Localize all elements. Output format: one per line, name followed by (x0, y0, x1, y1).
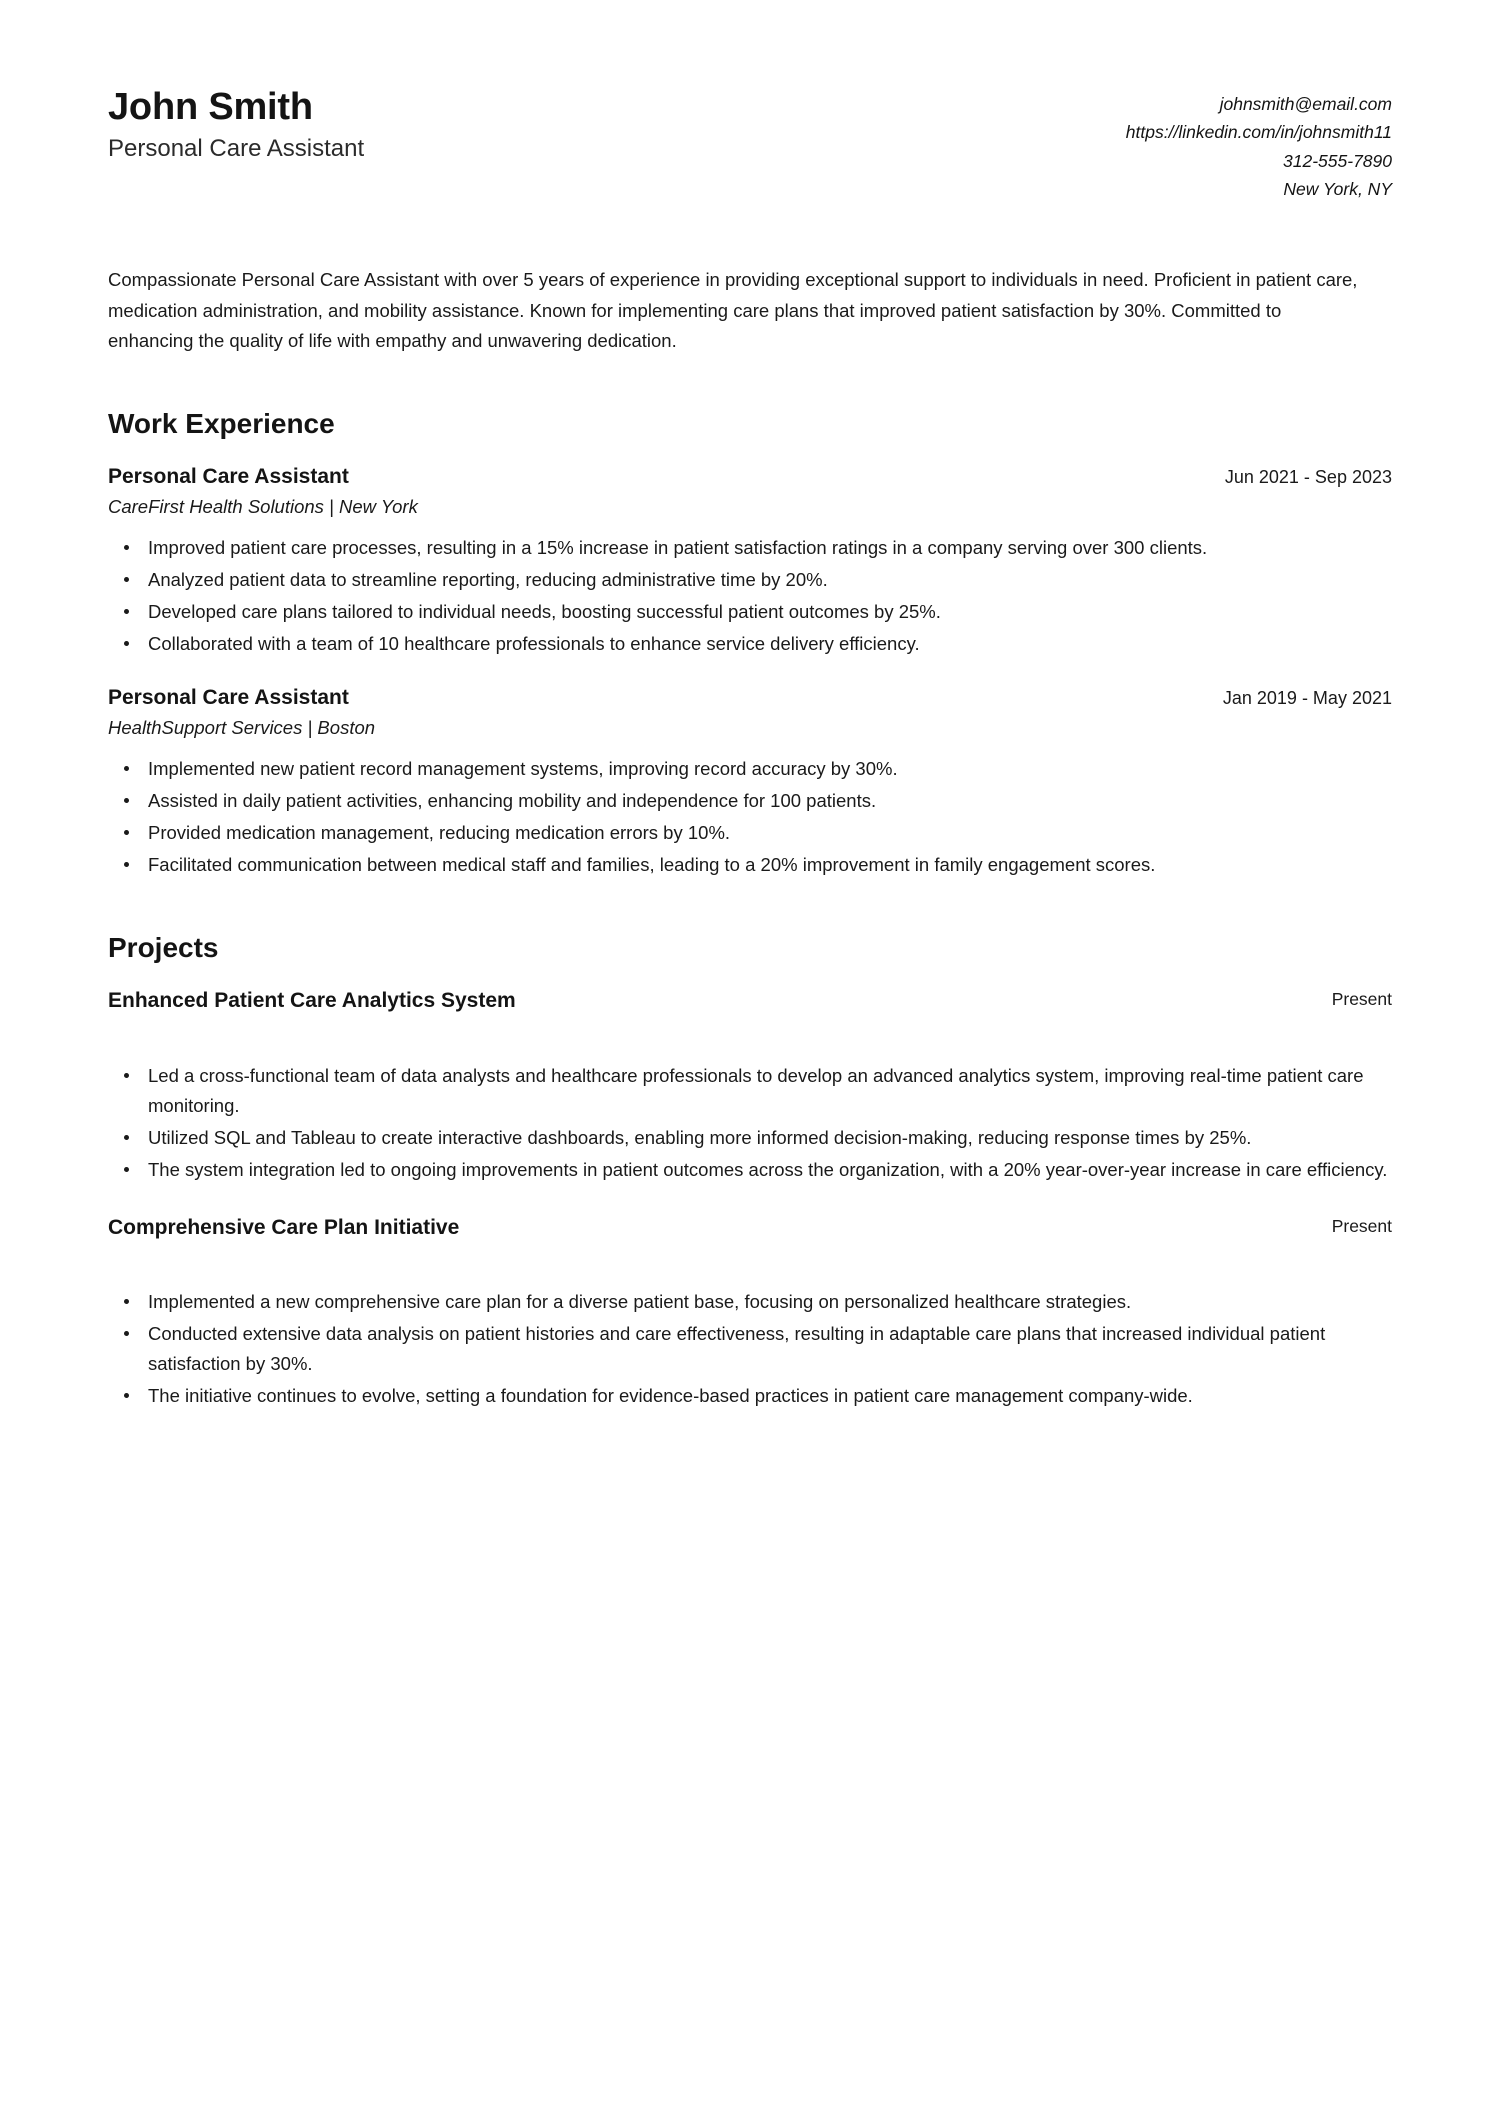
work-entry-date: Jan 2019 - May 2021 (1222, 687, 1392, 708)
resume-header (108, 78, 1392, 203)
work-entry-head (108, 464, 1392, 491)
bullet-item: Utilized SQL and Tableau to create interactive dashboards, enabling more informed decision-making, reducing response times by 25%. (146, 1123, 1392, 1153)
bullet-item: Facilitated communication between medical staff and families, leading to a 20% improvement in family engagement scores. (146, 850, 1392, 880)
work-entry (108, 685, 1392, 880)
project-entry-head (108, 988, 1392, 1015)
contact-location: New York, NY (1283, 179, 1392, 200)
contact-email[interactable]: johnsmith@email.com (1219, 94, 1392, 114)
bullet-item: Implemented new patient record management systems, improving record accuracy by 30%. (146, 754, 1392, 784)
section-work-experience (108, 408, 1392, 880)
project-entry-title: Enhanced Patient Care Analytics System (108, 988, 516, 1012)
section-title-work-experience: Work Experience (108, 407, 335, 439)
bullet-item: The system integration led to ongoing improvements in patient outcomes across the organization, with a 20% year-over-year increase in care efficiency. (146, 1155, 1392, 1185)
work-entry-date: Jun 2021 - Sep 2023 (1224, 466, 1392, 487)
work-entry (108, 464, 1392, 659)
bullet-item: Implemented a new comprehensive care plan for a diverse patient base, focusing on personalized healthcare strategies. (146, 1287, 1392, 1317)
bullet-item: Conducted extensive data analysis on patient histories and care effectiveness, resulting in adaptable care plans that increased individual patient satisfaction by 30%. (146, 1319, 1392, 1379)
work-entry-bullets (108, 754, 1392, 880)
section-projects (108, 932, 1392, 1412)
professional-summary: Compassionate Personal Care Assistant with over 5 years of experience in providing exceptional support to individuals in need. Proficient in patient care, medication administration, and mobility assistance. Known for implementing care plans that improved patient satisfaction by 30%. Committed to enhancing the quality of life with empathy and unwavering dedication. (108, 269, 1358, 351)
identity-block (108, 78, 364, 163)
project-entry (108, 988, 1392, 1185)
bullet-item: Led a cross-functional team of data analysts and healthcare professionals to develop an advanced analytics system, improving real-time patient care monitoring. (146, 1061, 1392, 1121)
work-entry-title: Personal Care Assistant (108, 464, 349, 488)
project-entry-bullets (108, 1287, 1392, 1411)
candidate-job-title: Personal Care Assistant (108, 134, 365, 162)
work-entry-head (108, 685, 1392, 712)
contact-phone[interactable]: 312-555-7890 (1283, 150, 1392, 171)
project-entry-title: Comprehensive Care Plan Initiative (108, 1215, 460, 1239)
work-entry-bullets (108, 533, 1392, 659)
bullet-item: Collaborated with a team of 10 healthcare professionals to enhance service delivery efficiency. (146, 629, 1392, 659)
section-title-projects: Projects (108, 931, 219, 963)
bullet-item: Analyzed patient data to streamline reporting, reducing administrative time by 20%. (146, 565, 1392, 595)
bullet-item: The initiative continues to evolve, setting a foundation for evidence-based practices in patient care management company-wide. (146, 1381, 1392, 1411)
project-entry (108, 1215, 1392, 1412)
project-entry-date: Present (1331, 1215, 1392, 1236)
bullet-item: Provided medication management, reducing medication errors by 10%. (146, 818, 1392, 848)
project-entry-head (108, 1215, 1392, 1242)
candidate-name: John Smith (108, 86, 313, 128)
bullet-item: Developed care plans tailored to individual needs, boosting successful patient outcomes by 25%. (146, 597, 1392, 627)
work-entry-company: HealthSupport Services | Boston (108, 716, 376, 738)
work-entry-company: CareFirst Health Solutions | New York (108, 495, 418, 517)
bullet-item: Assisted in daily patient activities, enhancing mobility and independence for 100 patients. (146, 786, 1392, 816)
work-entry-title: Personal Care Assistant (108, 685, 349, 709)
contact-block (1126, 78, 1392, 203)
contact-linkedin[interactable]: https://linkedin.com/in/johnsmith11 (1125, 122, 1392, 143)
project-entry-date: Present (1331, 988, 1392, 1009)
bullet-item: Improved patient care processes, resulting in a 15% increase in patient satisfaction ratings in a company serving over 300 clients. (146, 533, 1392, 563)
project-entry-bullets (108, 1061, 1392, 1185)
